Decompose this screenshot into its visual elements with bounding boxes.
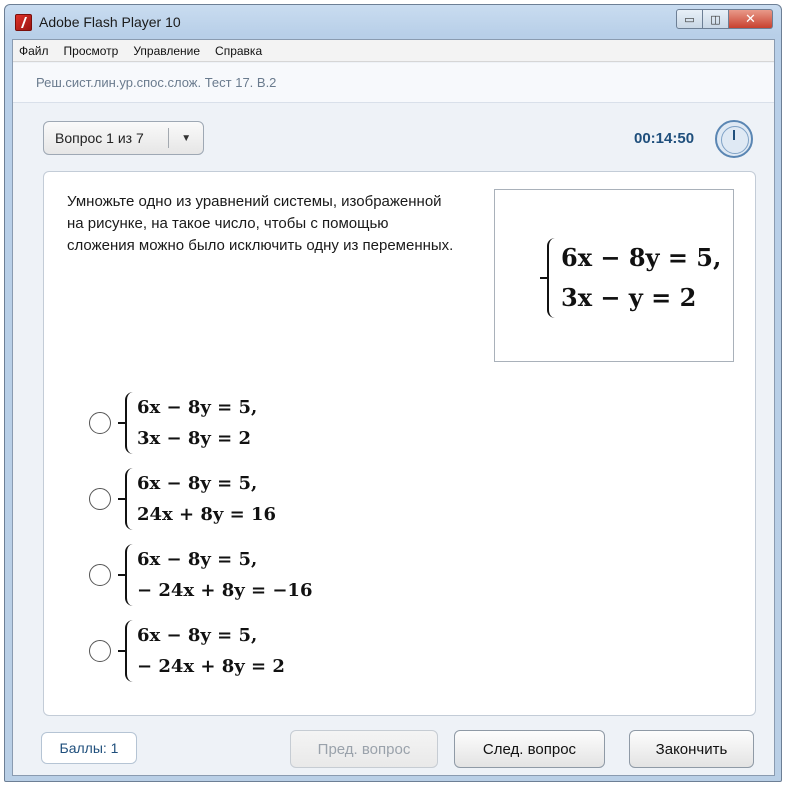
brace-icon (125, 544, 135, 606)
brace-icon (547, 238, 557, 318)
finish-button[interactable]: Закончить (629, 730, 754, 768)
chevron-down-icon[interactable]: ▼ (181, 132, 192, 144)
brace-icon (125, 620, 135, 682)
figure-equation-2: 3x − y = 2 (561, 283, 697, 312)
test-title: Реш.сист.лин.ур.спос.слож. Тест 17. В.2 (36, 75, 277, 90)
next-question-button[interactable]: След. вопрос (454, 730, 605, 768)
test-header (13, 63, 774, 103)
app-window (4, 4, 782, 782)
question-dropdown[interactable] (43, 121, 204, 155)
menu-control[interactable]: Управление (133, 43, 201, 58)
window-controls (676, 9, 773, 31)
option-equation-2: 3x − 8y = 2 (137, 428, 251, 449)
menu-view[interactable]: Просмотр (63, 43, 119, 58)
close-button[interactable]: ✕ (729, 9, 773, 29)
option-equation-system (125, 620, 285, 682)
figure-equation-1: 6x − 8y = 5, (561, 243, 722, 272)
brace-icon (125, 392, 135, 454)
radio-button[interactable] (89, 564, 111, 586)
question-panel (43, 171, 756, 716)
brace-icon (125, 468, 135, 530)
score-badge: Баллы: 1 (41, 732, 137, 764)
question-dropdown-label: Вопрос 1 из 7 (55, 130, 144, 146)
window-title: Adobe Flash Player 10 (39, 14, 181, 30)
radio-button[interactable] (89, 412, 111, 434)
maximize-button[interactable]: ◫ (703, 9, 729, 29)
menu-file[interactable]: Файл (19, 43, 49, 58)
radio-button[interactable] (89, 640, 111, 662)
option-equation-system (125, 544, 312, 606)
question-text: Умножьте одно из уравнений системы, изображенной на рисунке, на такое число, чтобы с помощью сложения можно было исключить одну из переменных. (67, 193, 454, 254)
menu-bar (13, 40, 774, 62)
question-figure (494, 189, 734, 362)
prev-question-button[interactable]: Пред. вопрос (290, 730, 438, 768)
option-equation-1: 6x − 8y = 5, (137, 397, 258, 418)
answer-option-4[interactable] (89, 620, 285, 682)
option-equation-1: 6x − 8y = 5, (137, 549, 258, 570)
stopwatch-icon (715, 120, 753, 158)
option-equation-system (125, 468, 276, 530)
title-bar[interactable] (5, 5, 781, 39)
option-equation-2: − 24x + 8y = 2 (137, 656, 285, 677)
timer-readout: 00:14:50 (634, 130, 695, 147)
answer-option-3[interactable] (89, 544, 312, 606)
radio-button[interactable] (89, 488, 111, 510)
option-equation-1: 6x − 8y = 5, (137, 625, 258, 646)
figure-equation-system (547, 238, 721, 318)
client-area (12, 39, 775, 776)
answer-option-2[interactable] (89, 468, 276, 530)
option-equation-system (125, 392, 257, 454)
answer-option-1[interactable] (89, 392, 257, 454)
menu-help[interactable]: Справка (215, 43, 263, 58)
minimize-button[interactable]: ▭ (676, 9, 703, 29)
flash-logo-icon (15, 14, 32, 31)
option-equation-2: − 24x + 8y = −16 (137, 580, 313, 601)
option-equation-2: 24x + 8y = 16 (137, 504, 277, 525)
option-equation-1: 6x − 8y = 5, (137, 473, 258, 494)
